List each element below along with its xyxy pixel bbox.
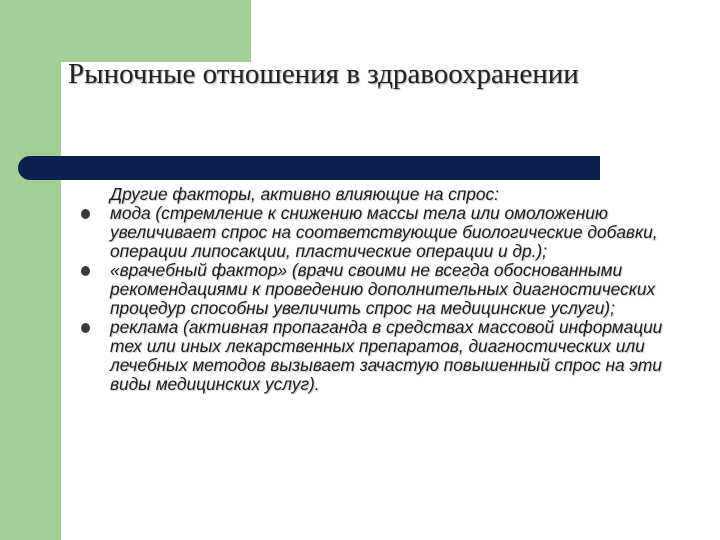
green-accent-left [0, 0, 61, 540]
title-divider-bar [18, 156, 600, 180]
bullet-text: мода (стремление к снижению массы тела или омоложению увеличивает спрос на соответствующие биологические добавки, операции липосакции, пластические операции и др.); [110, 203, 658, 261]
slide-title: Рыночные отношения в здравоохранении [68, 58, 579, 90]
bullet-dot-icon [81, 266, 90, 276]
slide-body [110, 185, 670, 394]
list-item [110, 204, 670, 261]
bullet-list [110, 204, 670, 394]
intro-text: Другие факторы, активно влияющие на спрос: [110, 184, 499, 204]
bullet-text: реклама (активная пропаганда в средствах массовой информации тех или иных лекарственных препаратов, диагностических или лечебных методов вызывает зачастую повышенный спрос на эти виды медицинских услуг). [110, 317, 663, 394]
bullet-dot-icon [81, 209, 90, 219]
list-item [110, 261, 670, 318]
bullet-text: «врачебный фактор» (врачи своими не всегда обоснованными рекомендациями к проведению дополнительных диагностических процедур способны увеличить спрос на медицинские услуги); [110, 260, 656, 318]
bullet-dot-icon [81, 323, 90, 333]
list-item [110, 318, 670, 394]
